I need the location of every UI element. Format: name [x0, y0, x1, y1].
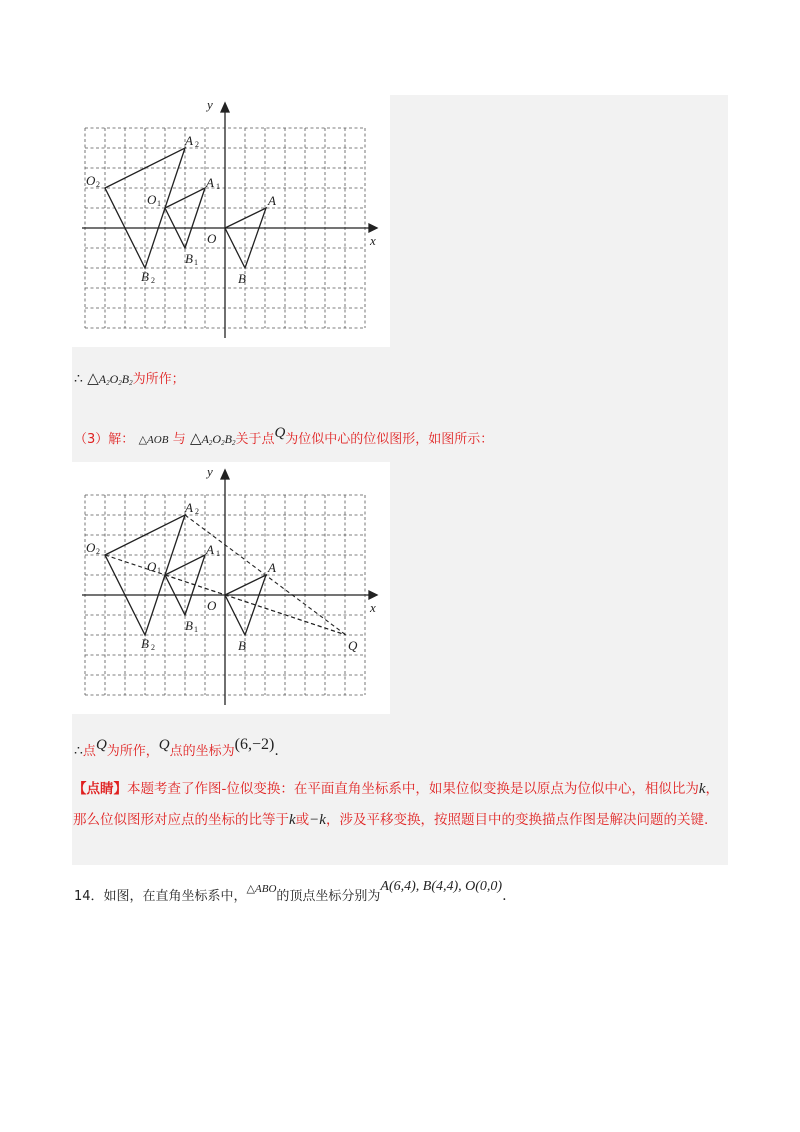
label-Q: Q [348, 638, 358, 653]
label-O1: O [147, 559, 157, 574]
triangle-AOB [225, 208, 266, 268]
label-B: B [238, 271, 246, 286]
label-B2-sub: 2 [151, 276, 155, 285]
label-O1-sub: 1 [157, 566, 161, 575]
label-B2: B [141, 636, 149, 651]
label-A1-sub: 1 [216, 182, 220, 191]
part3-solution-line: （3）解： △AOB 与 $\triangle A_2O_2B_2$关于点Q为位似中心的位似图形，如图所示： [74, 425, 494, 447]
comment-paragraph: 【点睛】本题考查了作图-位似变换：在平面直角坐标系中，如果位似变换是以原点为位似中心，相似比为k，那么位似图形对应点的坐标的比等于k或−k，涉及平移变换，按照题目中的变换描点作图是解决问题的关键. [73, 781, 720, 828]
label-B1-sub: 1 [194, 625, 198, 634]
y-axis-arrow-icon [221, 470, 229, 479]
label-B1-sub: 1 [194, 258, 198, 267]
label-A1: A [206, 175, 214, 190]
label-O2-sub: 2 [96, 180, 100, 189]
label-B2: B [141, 269, 149, 284]
label-x: x [370, 233, 376, 248]
x-axis-arrow-icon [369, 224, 377, 232]
label-y: y [207, 464, 213, 479]
label-x: x [370, 600, 376, 615]
label-B1: B [185, 618, 193, 633]
label-B2-sub: 2 [151, 643, 155, 652]
label-B1: B [185, 251, 193, 266]
label-O2: O [86, 173, 96, 188]
coordinate-figure-2 [72, 462, 390, 714]
conclusion-line-1: ∴ $\triangle A_2O_2B_2$为所作； [74, 371, 185, 387]
label-B: B [238, 638, 246, 653]
question-14: 14．如图，在直角坐标系中，$^{\triangle ABO}$的顶点坐标分别为A(6,4), B(4,4), O(0,0). [74, 879, 507, 904]
label-O1: O [147, 192, 157, 207]
label-A: A [268, 560, 276, 575]
label-A1: A [206, 542, 214, 557]
label-A2-sub: 2 [195, 140, 199, 149]
label-A: A [268, 193, 276, 208]
label-O2: O [86, 540, 96, 555]
label-A2: A [185, 133, 193, 148]
label-O2-sub: 2 [96, 547, 100, 556]
label-y: y [207, 97, 213, 112]
coordinate-figure-1 [72, 95, 390, 347]
label-A2-sub: 2 [195, 507, 199, 516]
triangle-AOB [225, 575, 266, 635]
y-axis-arrow-icon [221, 103, 229, 112]
label-O1-sub: 1 [157, 199, 161, 208]
label-A1-sub: 1 [216, 549, 220, 558]
figure-1-svg [72, 95, 390, 347]
label-O: O [207, 231, 217, 246]
x-axis-arrow-icon [369, 591, 377, 599]
label-O: O [207, 598, 217, 613]
label-A2: A [185, 500, 193, 515]
conclusion-line-2: ∴点Q为所作，Q点的坐标为(6,−2). [74, 736, 279, 759]
figure-2-svg [72, 462, 390, 714]
